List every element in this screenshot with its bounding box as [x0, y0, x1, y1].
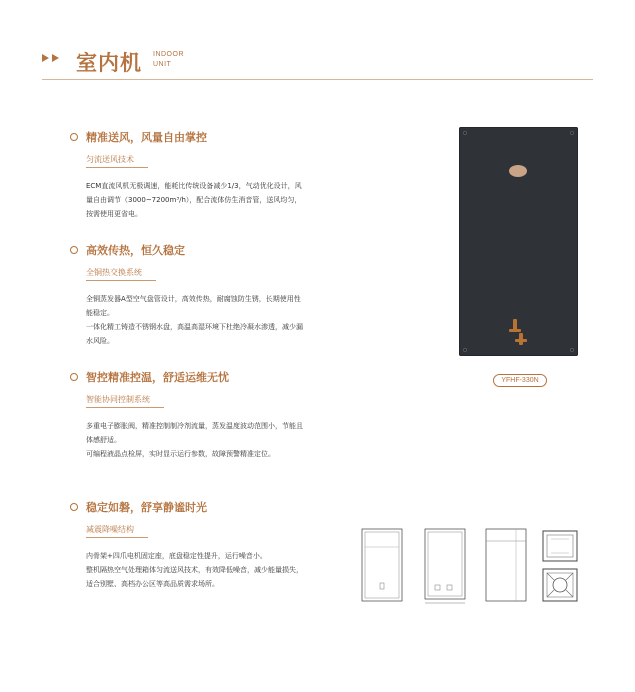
rear-view-drawing	[484, 527, 528, 603]
indoor-unit-image	[459, 127, 578, 356]
feature-subtitle: 全铜热交换系统	[86, 267, 156, 281]
model-badge: YFHF-330N	[493, 374, 547, 387]
front-view-drawing	[360, 527, 404, 603]
bullet-circle-icon	[70, 373, 78, 381]
feature-paragraph: 多重电子膨胀阀，精准控制制冷剂流量，蒸发温度波动范围小，节能且体感舒适。	[86, 422, 303, 444]
feature-description	[86, 549, 304, 591]
brand-logo	[509, 165, 527, 177]
feature-section-smart-control	[70, 369, 310, 461]
top-view-drawing	[542, 530, 578, 562]
feature-description	[86, 419, 304, 461]
page-title-english	[153, 50, 184, 70]
screw-icon	[570, 348, 574, 352]
feature-section-vibration	[70, 499, 310, 591]
feature-title: 稳定如磐，舒享静谧时光	[86, 501, 207, 514]
feature-description	[86, 179, 304, 221]
feature-title: 高效传热，恒久稳定	[86, 244, 185, 257]
header-arrows-icon	[42, 54, 59, 62]
feature-subtitle: 匀流送风技术	[86, 154, 148, 168]
screw-icon	[463, 348, 467, 352]
side-view-drawing	[423, 527, 467, 607]
bullet-circle-icon	[70, 133, 78, 141]
feature-paragraph: ECM直流风机无极调速，能耗比传统设备减少1/3，气动优化设计，风量自由调节（3000~7200m³/h），配合流体仿生消音管，送风均匀，按需使用更省电。	[86, 182, 302, 218]
feature-paragraph: 全铜蒸发器A型空气盘管设计，高效传热，耐腐蚀防生锈，长期使用性能稳定。	[86, 295, 301, 317]
screw-icon	[570, 131, 574, 135]
feature-section-airflow	[70, 129, 310, 221]
feature-section-heat-exchange	[70, 242, 310, 348]
feature-title: 智控精准控温，舒适运维无忧	[86, 371, 229, 384]
bullet-circle-icon	[70, 503, 78, 511]
feature-subtitle: 减震降噪结构	[86, 524, 148, 538]
feature-description	[86, 292, 304, 348]
feature-title: 精准送风，风量自由掌控	[86, 131, 207, 144]
screw-icon	[463, 131, 467, 135]
bottom-view-drawing	[542, 568, 578, 602]
feature-subtitle: 智能协同控制系统	[86, 394, 164, 408]
page-title-english-line1: INDOOR	[153, 51, 184, 58]
feature-paragraph: 整机隔热空气处理箱体匀流送风技术，有效降低噪音，减少能量损失，适合别墅、高档办公区等高品质需求场所。	[86, 566, 303, 588]
copper-pipe-icon	[507, 319, 529, 347]
header-divider	[42, 79, 593, 80]
feature-paragraph: 一体化精工铸造不锈钢水盘，高温高湿环境下杜绝冷凝水渗透，减少漏水风险。	[86, 323, 303, 345]
bullet-circle-icon	[70, 246, 78, 254]
feature-paragraph: 可编程液晶点检屏，实时显示运行参数，故障预警精准定位。	[86, 450, 275, 458]
page-title-english-line2: UNIT	[153, 61, 172, 68]
page-title: 室内机	[76, 51, 142, 75]
feature-paragraph: 内骨架+四爪电机固定座，底盘稳定性提升，运行噪音小。	[86, 552, 267, 560]
